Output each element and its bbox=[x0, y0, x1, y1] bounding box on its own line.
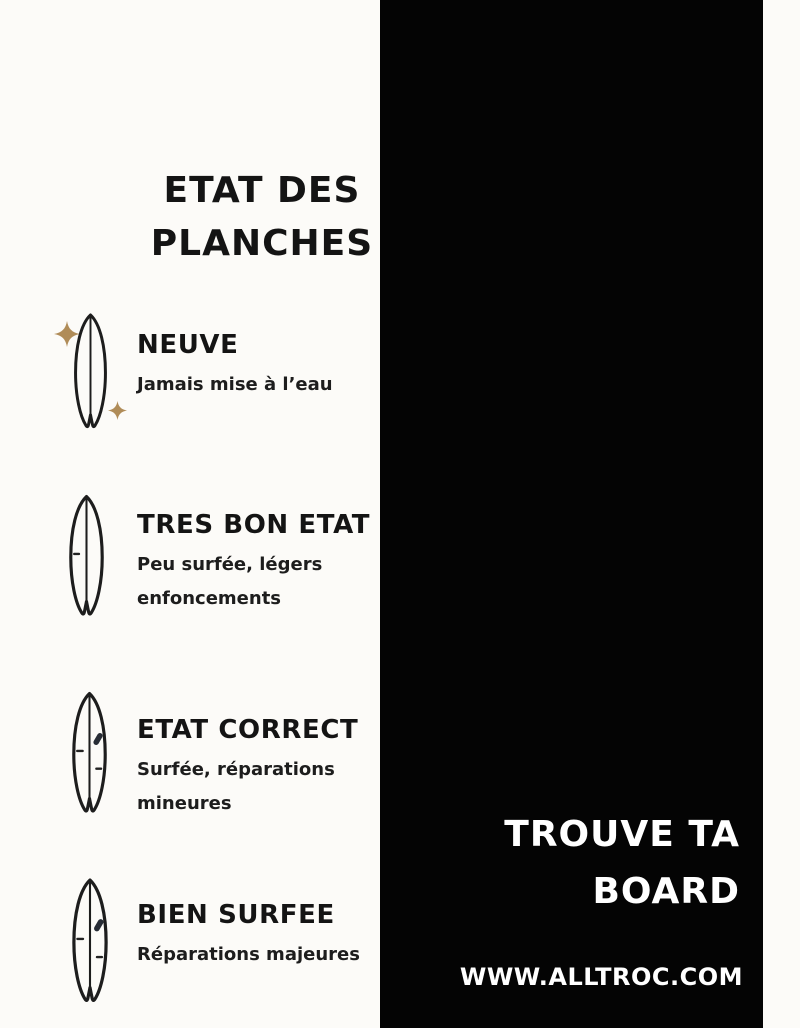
surfboard-light-dings-icon bbox=[66, 493, 107, 619]
condition-item-tres-bon-etat bbox=[0, 492, 380, 637]
condition-item-neuve bbox=[0, 311, 380, 456]
condition-description: Réparations majeures bbox=[137, 944, 360, 965]
surfboard-minor-repairs-icon bbox=[69, 690, 110, 816]
condition-name: NEUVE bbox=[137, 330, 239, 360]
tagline-line2: BOARD bbox=[592, 871, 740, 912]
condition-name: BIEN SURFEE bbox=[137, 900, 335, 930]
website-url: WWW.ALLTROC.COM bbox=[459, 963, 743, 991]
tagline-line1: TROUVE TA bbox=[504, 814, 740, 855]
condition-description: Surfée, réparations mineures bbox=[137, 759, 335, 814]
page-title-line1: ETAT DES bbox=[163, 170, 361, 211]
condition-description: Peu surfée, légers enfoncements bbox=[137, 554, 323, 609]
surfboard-new-icon bbox=[68, 313, 113, 430]
page-title-line2: PLANCHES bbox=[150, 223, 374, 264]
tagline bbox=[504, 806, 740, 920]
condition-name: TRES BON ETAT bbox=[137, 510, 371, 540]
page-title bbox=[148, 164, 376, 270]
condition-item-etat-correct bbox=[0, 689, 380, 834]
surfboard-major-repairs-icon bbox=[69, 875, 111, 1007]
condition-description: Jamais mise à l’eau bbox=[137, 374, 333, 395]
condition-name: ETAT CORRECT bbox=[137, 715, 359, 745]
condition-item-bien-surfee bbox=[0, 874, 380, 1019]
